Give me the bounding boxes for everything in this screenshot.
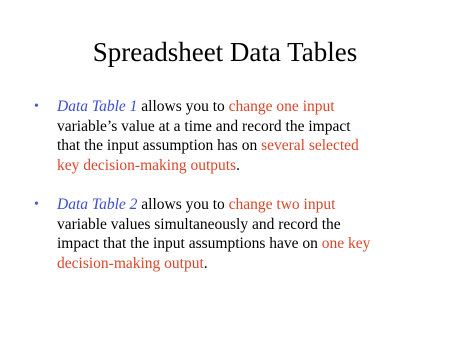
bullet-data-table-2 — [34, 195, 434, 273]
highlight-span: key decision-making outputs — [57, 156, 237, 174]
bullet-line — [57, 234, 434, 254]
highlight-span: decision-making output — [57, 254, 204, 272]
bullet-list — [34, 97, 434, 273]
highlight-span: one key — [321, 235, 371, 252]
bullet-data-table-1 — [34, 97, 434, 175]
bullet-line — [57, 97, 434, 117]
bullet-line — [57, 156, 434, 176]
term-data-table-2: Data Table 2 — [57, 196, 138, 213]
text-span: . — [203, 254, 208, 272]
bullet-dot-icon: • — [34, 99, 39, 114]
bullet-line — [57, 117, 434, 137]
highlight-span: change one input — [228, 98, 335, 115]
bullet-line — [57, 215, 434, 235]
text-span: allows you to — [137, 98, 229, 115]
text-span: . — [236, 156, 240, 174]
slide-title: Spreadsheet Data Tables — [92, 37, 358, 67]
highlight-span: several selected — [261, 137, 359, 154]
bullet-line — [57, 254, 434, 274]
text-span: impact that the input assumptions have on — [57, 235, 322, 252]
text-span: variable values simultaneously and record the — [57, 215, 341, 233]
text-span: allows you to — [137, 196, 229, 213]
highlight-span: change two input — [228, 196, 336, 213]
term-data-table-1: Data Table 1 — [57, 98, 138, 115]
bullet-line — [57, 136, 434, 156]
text-span: variable’s value at a time and record the impact — [57, 117, 351, 135]
bullet-dot-icon: • — [34, 197, 39, 212]
bullet-line — [57, 195, 434, 215]
text-span: that the input assumption has on — [57, 137, 262, 154]
